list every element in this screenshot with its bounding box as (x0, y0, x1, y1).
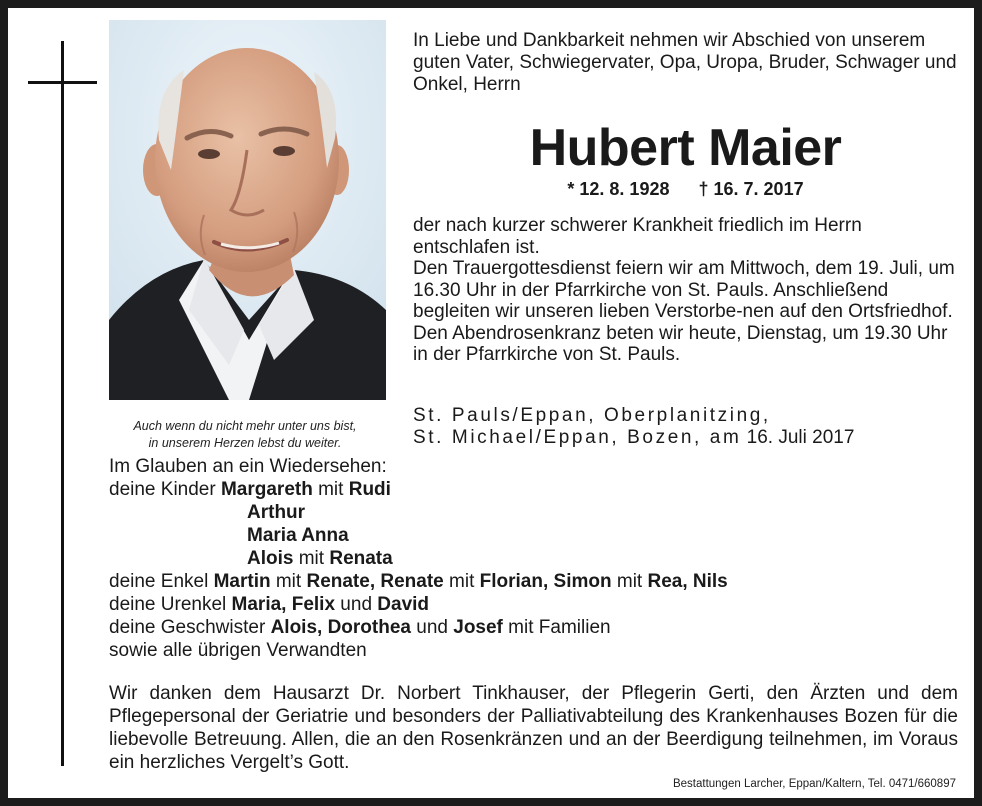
grandchildren-line (109, 570, 969, 593)
mourner-name: Rudi (348, 479, 391, 500)
cross-icon-horizontal (28, 81, 97, 84)
children-line (109, 524, 969, 547)
connector: mit (293, 548, 330, 569)
announcement-body (413, 215, 958, 366)
place-line: St. Pauls/Eppan, Oberplanitzing, (413, 405, 771, 426)
body-paragraph: der nach kurzer schwerer Krankheit friedlich im Herrn entschlafen ist. (413, 215, 862, 258)
mourner-name: Martin (213, 571, 271, 592)
mourner-name: Renate, Renate (306, 571, 444, 592)
death-date: † 16. 7. 2017 (698, 179, 804, 199)
mourner-name: Maria, Felix (231, 594, 336, 615)
life-dates (413, 178, 958, 200)
intro-text: In Liebe und Dankbarkeit nehmen wir Abschied von unserem guten Vater, Schwiegervater, Opa, Uropa, Bruder, Schwager und Onkel, Herrn (413, 30, 957, 95)
mourner-name: Alois (247, 548, 294, 569)
siblings-line (109, 616, 969, 639)
portrait-photo (109, 20, 386, 400)
connector: mit (611, 571, 648, 592)
connector: mit Familien (502, 617, 611, 638)
connector: und (410, 617, 454, 638)
label: deine Geschwister (109, 617, 271, 638)
undertaker-credit: Bestattungen Larcher, Eppan/Kaltern, Tel. 0471/660897 (672, 778, 956, 790)
place-text: St. Michael/Eppan, Bozen, am (413, 427, 742, 448)
connector: mit (443, 571, 480, 592)
mourner-name: Renata (329, 548, 393, 569)
place-and-date (413, 405, 958, 449)
connector: und (335, 594, 378, 615)
mourner-name: Margareth (220, 479, 313, 500)
relatives-line: sowie alle übrigen Verwandten (109, 640, 367, 661)
connector: mit (312, 479, 349, 500)
mourner-name: Josef (453, 617, 503, 638)
mourners-list (109, 455, 969, 662)
birth-date: * 12. 8. 1928 (567, 179, 670, 199)
body-paragraph: Den Abendrosenkranz beten wir heute, Dienstag, um 19.30 Uhr in der Pfarrkirche von St. Pauls. (413, 322, 948, 365)
caption-line: in unserem Herzen lebst du weiter. (148, 436, 342, 450)
thanks-paragraph: Wir danken dem Hausarzt Dr. Norbert Tinkhauser, der Pflegerin Gerti, den Ärzten und dem Pflegepersonal der Geriatrie und besonders der Palliativabteilung des Krankenhauses Bozen für die liebevolle Betreuung. Allen, die an den Rosenkränzen und an der Beerdigung teilnehmen, im Voraus ein herzliches Vergelt’s Gott. (109, 683, 958, 773)
mourner-name: Alois, Dorothea (270, 617, 411, 638)
place-line (413, 427, 958, 449)
children-line (109, 478, 969, 501)
photo-caption (100, 418, 390, 452)
great-grandchildren-line (109, 593, 969, 616)
mourner-name: Rea, Nils (647, 571, 728, 592)
children-line (109, 501, 969, 524)
connector: mit (270, 571, 307, 592)
mourner-name: David (377, 594, 430, 615)
mourner-name: Arthur (247, 502, 306, 523)
children-line (109, 547, 969, 570)
notice-date: 16. Juli 2017 (741, 427, 855, 448)
mourner-name: Florian, Simon (479, 571, 612, 592)
body-paragraph: Den Trauergottesdienst feiern wir am Mittwoch, dem 19. Juli, um 16.30 Uhr in der Pfarrkirche von St. Pauls. Anschließend begleiten wir unseren lieben Verstorbe-nen auf den Ortsfriedhof. (413, 258, 955, 322)
label: deine Enkel (109, 571, 214, 592)
deceased-name: Hubert Maier (529, 119, 842, 177)
mourner-name: Maria Anna (247, 525, 349, 546)
mourners-intro: Im Glauben an ein Wiedersehen: (109, 456, 387, 477)
label: deine Kinder (109, 479, 221, 500)
label: deine Urenkel (109, 594, 232, 615)
obituary-notice (8, 8, 974, 798)
caption-line: Auch wenn du nicht mehr unter uns bist, (133, 419, 357, 433)
cross-icon-vertical (61, 41, 64, 766)
